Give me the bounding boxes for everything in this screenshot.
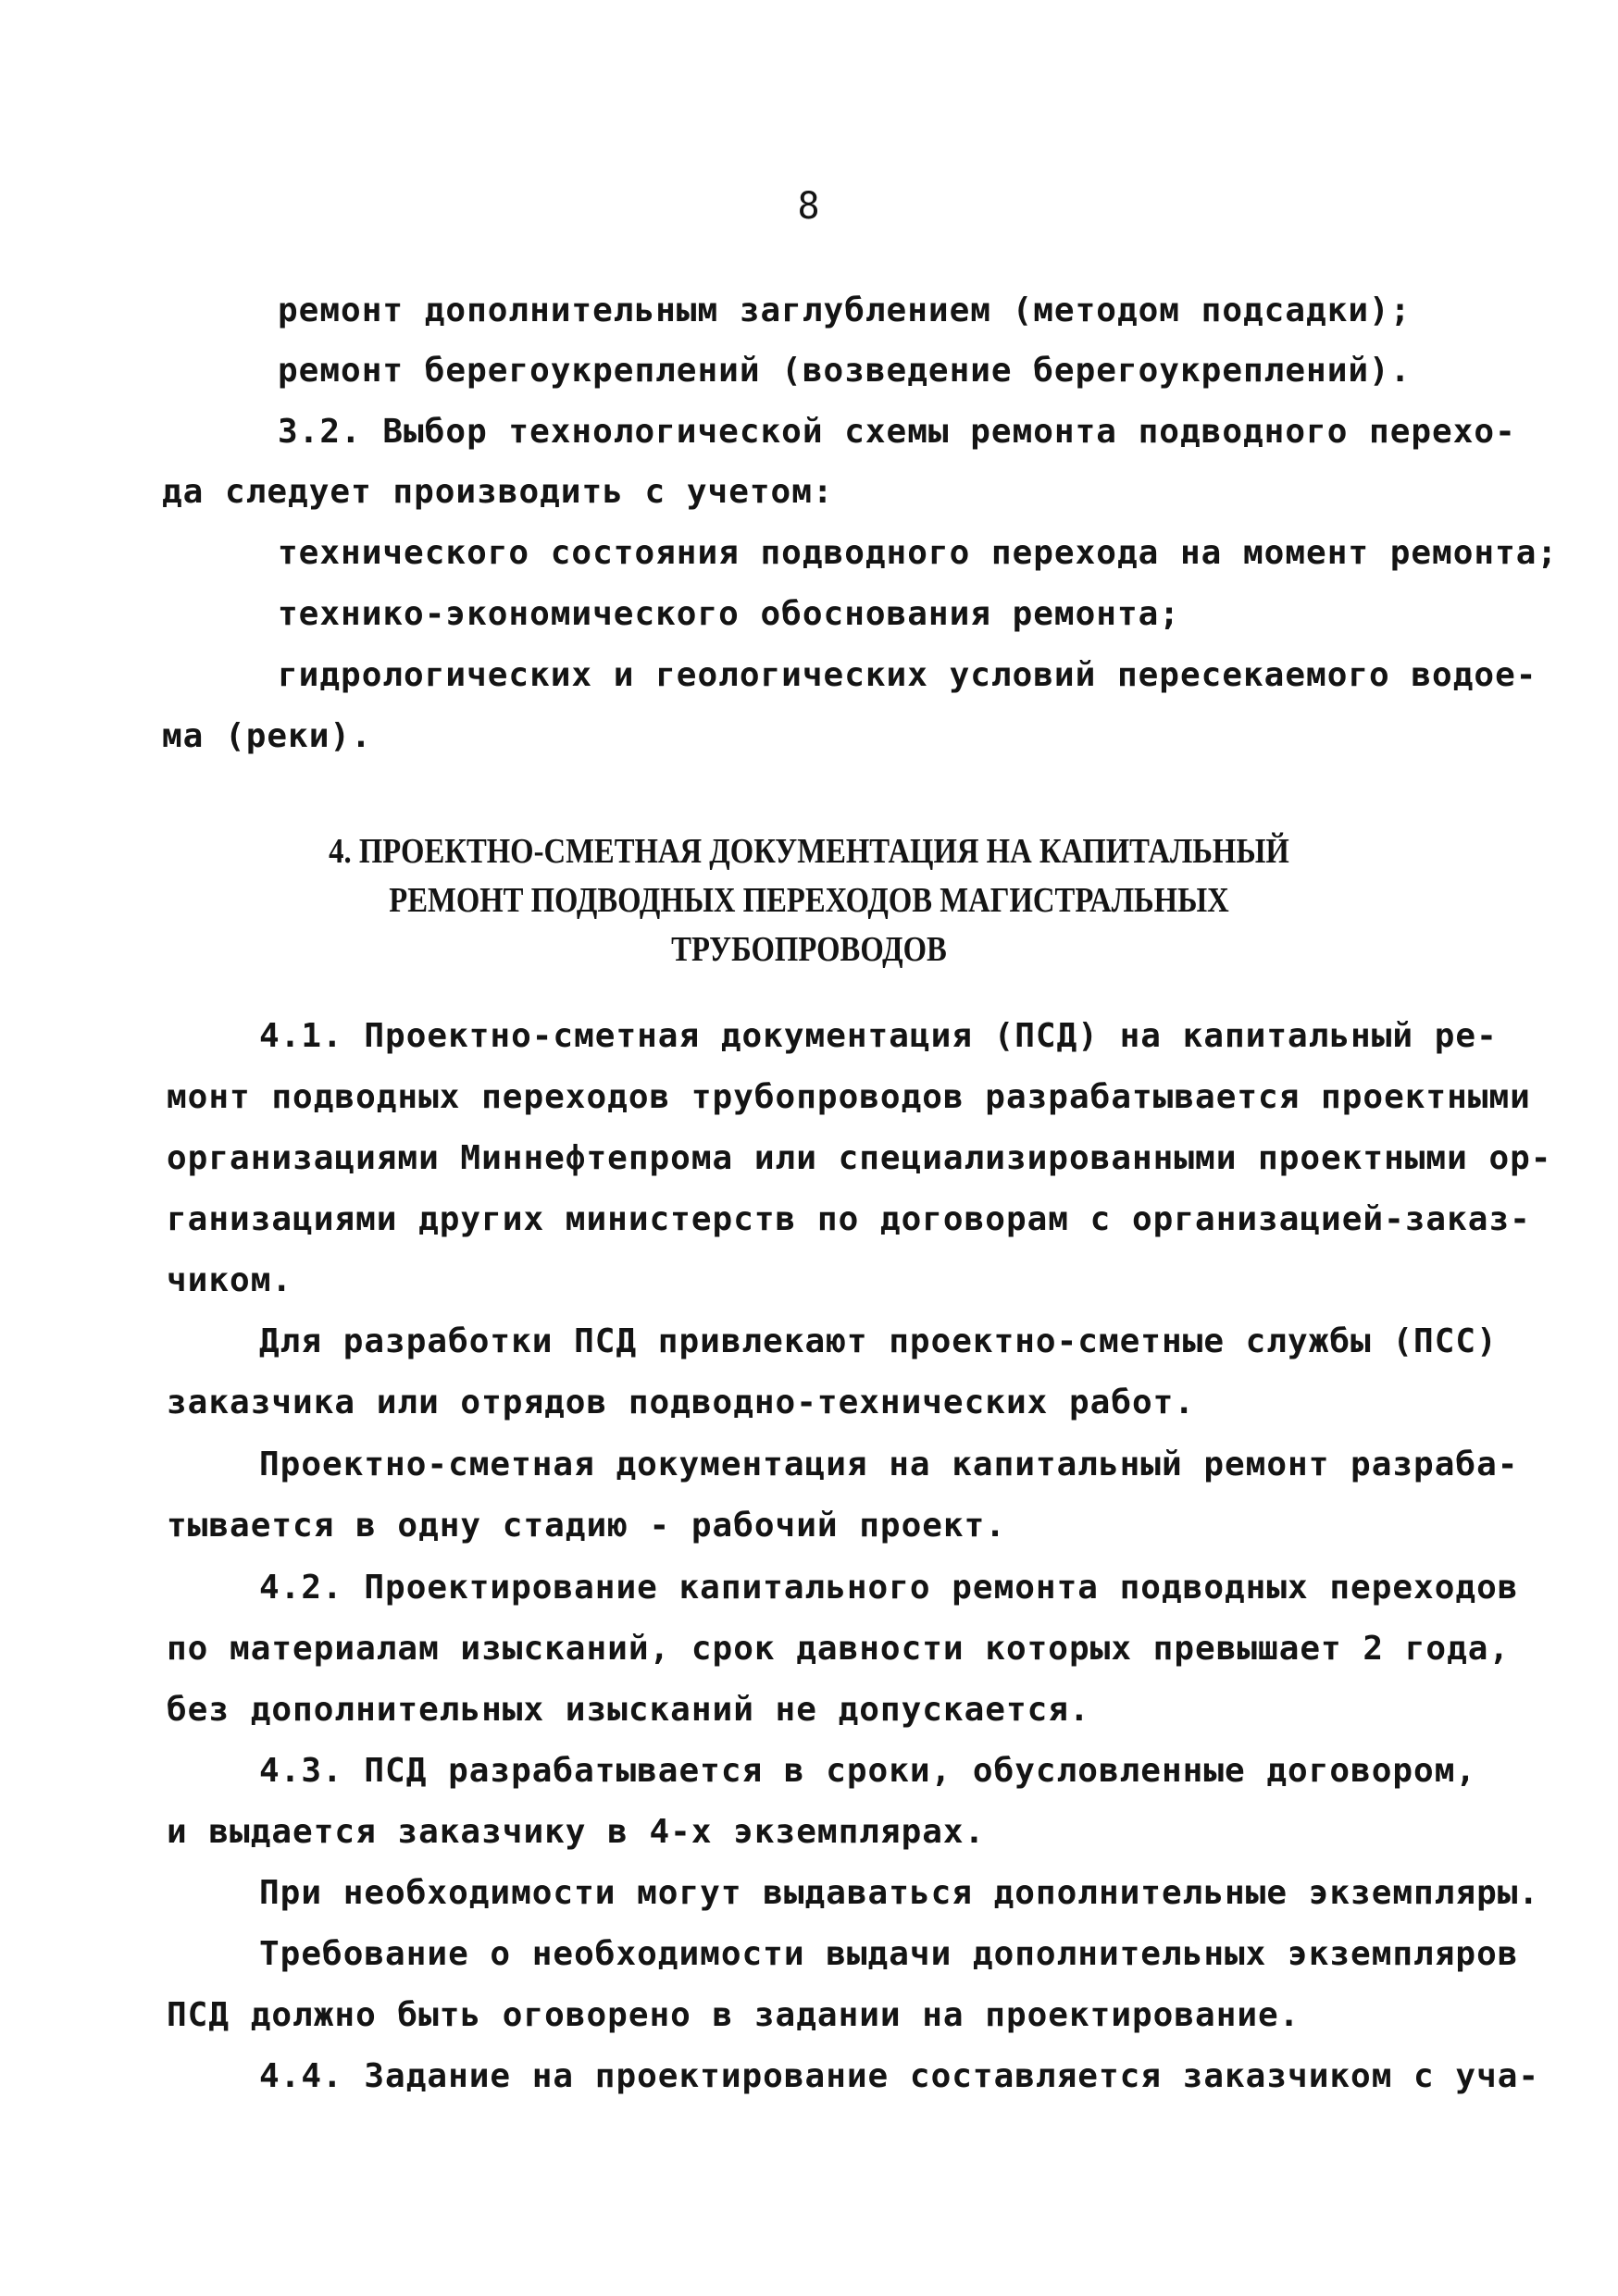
text-line: монт подводных переходов трубопроводов разрабатывается проектными (167, 1078, 1531, 1116)
section-heading-line: 4. ПРОЕКТНО-СМЕТНАЯ ДОКУМЕНТАЦИЯ НА КАПИТАЛЬНЫЙ (329, 832, 1289, 871)
text-line: Для разработки ПСД привлекают проектно-сметные службы (ПСС) (259, 1322, 1498, 1360)
text-line: технического состояния подводного перехода на момент ремонта; (278, 534, 1559, 572)
page-number: 8 (797, 185, 821, 228)
text-line: Требование о необходимости выдачи дополнительных экземпляров (259, 1935, 1519, 1973)
text-line: 4.2. Проектирование капитального ремонта подводных переходов (259, 1569, 1519, 1607)
text-line: Проектно-сметная документация на капитальный ремонт разраба- (259, 1446, 1519, 1483)
text-line: 4.4. Задание на проектирование составляется заказчиком с уча- (259, 2057, 1540, 2095)
text-line: да следует производить с учетом: (162, 473, 834, 511)
section-heading-line: РЕМОНТ ПОДВОДНЫХ ПЕРЕХОДОВ МАГИСТРАЛЬНЫХ (389, 881, 1229, 920)
text-line: и выдается заказчику в 4-х экземплярах. (167, 1813, 986, 1851)
text-line: ремонт дополнительным заглублением (методом подсадки); (278, 292, 1412, 329)
text-line: 4.3. ПСД разрабатывается в сроки, обусловленные договором, (259, 1752, 1477, 1790)
text-line: технико-экономического обоснования ремонта; (278, 595, 1180, 633)
text-line: по материалам изысканий, срок давности которых превышает 2 года, (167, 1630, 1511, 1668)
text-line: 4.1. Проектно-сметная документация (ПСД) на капитальный ре- (259, 1017, 1498, 1055)
text-line: чиком. (167, 1261, 293, 1299)
text-line: ремонт берегоукреплений (возведение берегоукреплений). (278, 352, 1412, 390)
text-line: гидрологических и геологических условий пересекаемого водое- (278, 656, 1537, 694)
text-line: ма (реки). (162, 717, 372, 755)
text-line: заказчика или отрядов подводно-технических работ. (167, 1384, 1196, 1421)
text-line: 3.2. Выбор технологической схемы ремонта подводного перехо- (278, 413, 1516, 451)
text-line: При необходимости могут выдаваться дополнительные экземпляры. (259, 1874, 1540, 1912)
text-line: тывается в одну стадию - рабочий проект. (167, 1507, 1006, 1545)
text-line: ПСД должно быть оговорено в задании на проектирование. (167, 1996, 1301, 2034)
section-heading-line: ТРУБОПРОВОДОВ (671, 930, 947, 969)
text-line: организациями Миннефтепрома или специализированными проектными ор- (167, 1139, 1552, 1177)
text-line: без дополнительных изысканий не допускается. (167, 1691, 1090, 1729)
text-line: ганизациями других министерств по договорам с организацией-заказ- (167, 1200, 1531, 1238)
